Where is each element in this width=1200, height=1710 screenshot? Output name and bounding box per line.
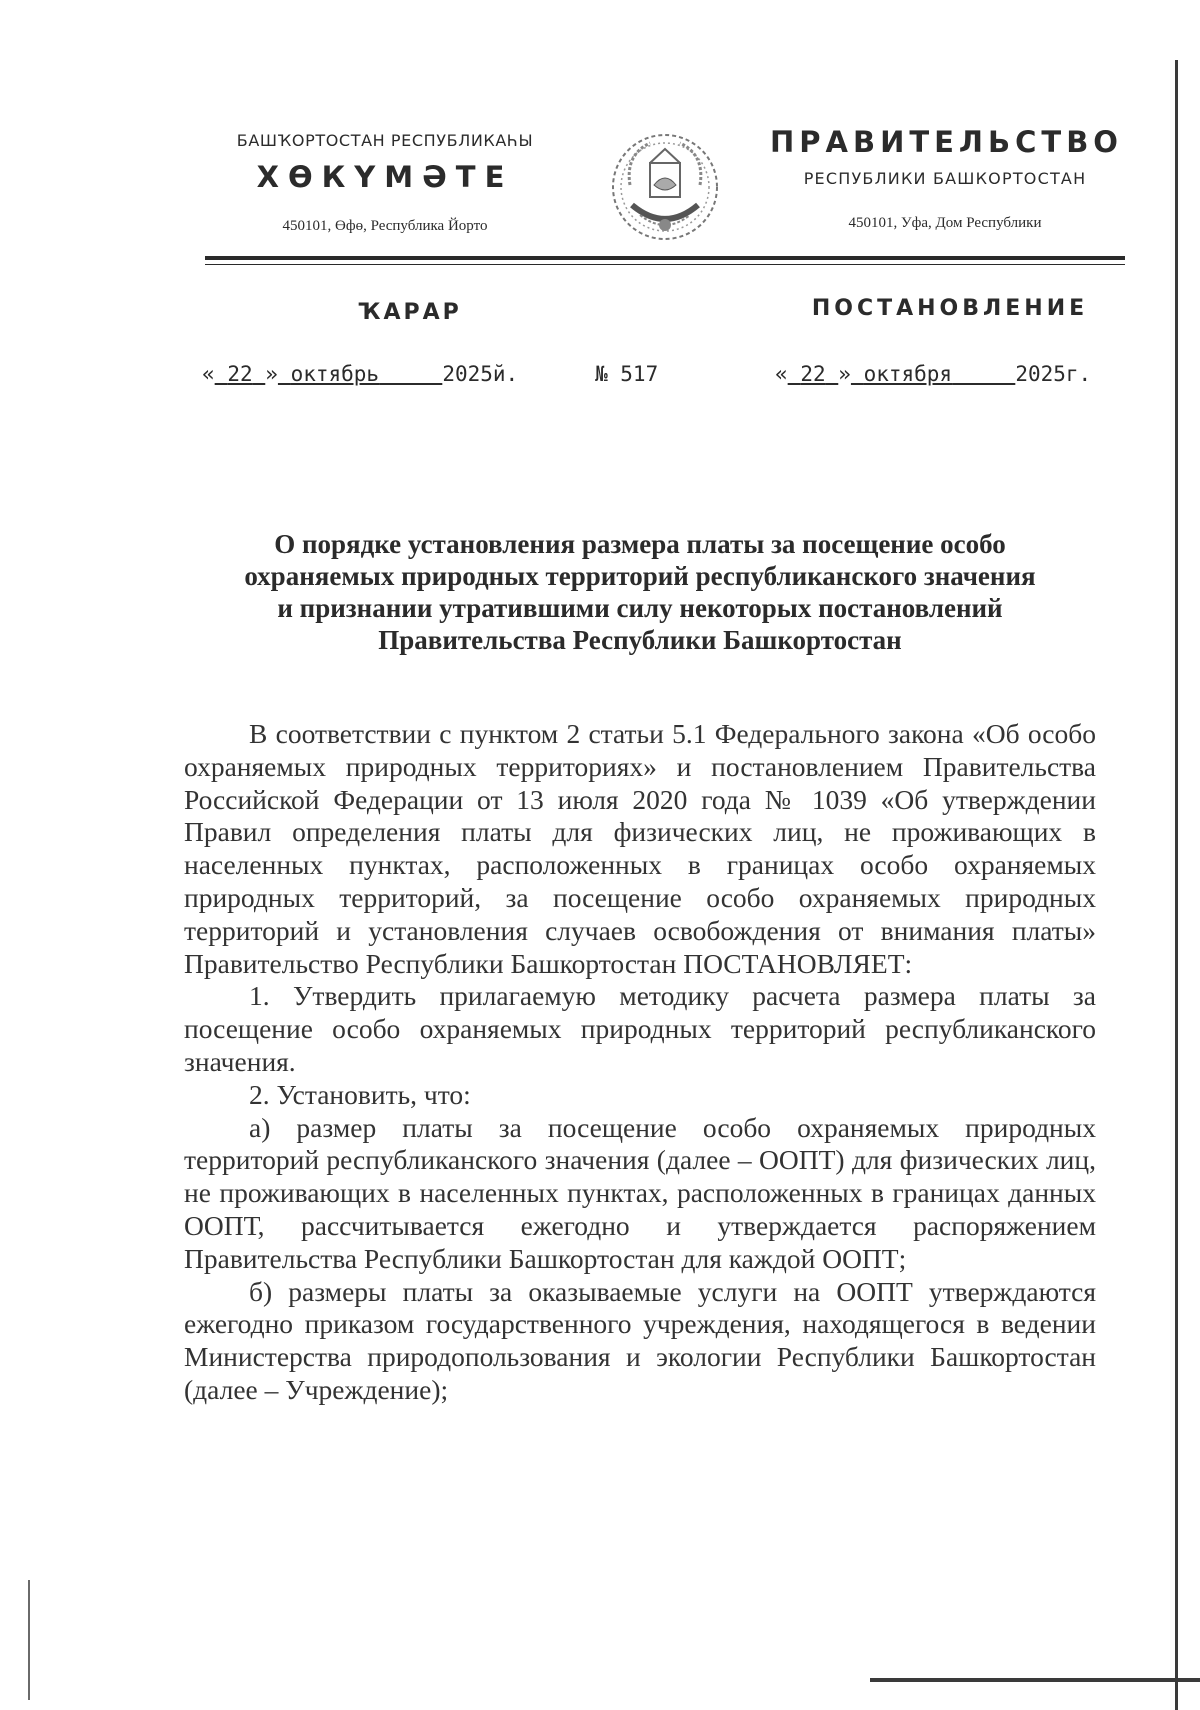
date-year: 2025й. <box>442 362 519 386</box>
title-line: и признании утратившими силу некоторых постановлений <box>277 593 1003 623</box>
date-year: 2025г. <box>1015 362 1092 386</box>
date-month-value: октябрь <box>290 362 380 386</box>
decree-type-russian: ПОСТАНОВЛЕНИЕ <box>811 296 1089 321</box>
title-line: охраняемых природных территорий республиканского значения <box>244 561 1036 591</box>
date-month <box>278 362 442 386</box>
date-day-value: 22 <box>227 362 253 386</box>
date-month <box>851 362 1015 386</box>
date-close-quote: » <box>838 362 851 386</box>
body-paragraph-preamble: В соответствии с пунктом 2 статьи 5.1 Федерального закона «Об особо охраняемых природных территориях» и постановлением Правительства Российской Федерации от 13 июля 2020 года № 1039 «Об утверждении Правил определения платы для физических лиц, не проживающих в населенных пунктах, расположенных в границах особо охраняемых природных территорий, за посещение особо охраняемых природных территорий и установления случаев освобождения от внимания платы» Правительство Республики Башкортостан ПОСТАНОВЛЯЕТ: <box>184 718 1096 979</box>
title-line: Правительства Республики Башкортостан <box>378 625 902 655</box>
header-right-republic: РЕСПУБЛИКИ БАШКОРТОСТАН <box>803 169 1087 188</box>
date-open-quote: « <box>775 362 788 386</box>
date-day <box>215 362 266 386</box>
header-right-address: 450101, Уфа, Дом Республики <box>848 215 1042 231</box>
decree-date-bashkir <box>202 362 518 386</box>
scan-edge-left <box>28 1580 30 1700</box>
coat-of-arms-icon <box>610 125 720 250</box>
decree-number: № 517 <box>595 362 659 386</box>
date-open-quote: « <box>202 362 215 386</box>
scan-edge-right <box>1175 60 1178 1710</box>
body-paragraph-item-2: 2. Установить, что: <box>249 1078 471 1110</box>
header-left-address: 450101, Өфө, Республика Йорто <box>282 218 488 234</box>
body-paragraph-item-2b: б) размеры платы за оказываемые услуги на ООПТ утверждаются ежегодно приказом государственного учреждения, находящегося в ведении Министерства природопользования и экологии Республики Башкортостан (далее – Учреждение); <box>184 1275 1096 1405</box>
decree-date-russian <box>775 362 1091 386</box>
title-line: О порядке установления размера платы за посещение особо <box>274 529 1006 559</box>
date-day-value: 22 <box>800 362 826 386</box>
header-right-government: ПРАВИТЕЛЬСТВО <box>770 125 1123 159</box>
document-body <box>184 718 1096 1407</box>
header-divider-thin <box>205 264 1125 265</box>
date-close-quote: » <box>265 362 278 386</box>
decree-type-bashkir: ҠАРАР <box>358 300 462 325</box>
header-left-government: ХӨКҮМӘТЕ <box>256 160 514 194</box>
date-month-value: октября <box>863 362 953 386</box>
header-divider-thick <box>205 256 1125 260</box>
date-day <box>788 362 839 386</box>
document-title <box>190 528 1090 656</box>
body-paragraph-item-2a: а) размер платы за посещение особо охраняемых природных территорий республиканского значения (далее – ООПТ) для физических лиц, не проживающих в населенных пунктах, расположенных в границах данных ООПТ, рассчитывается ежегодно и утверждается распоряжением Правительства Республики Башкортостан для каждой ООПТ; <box>184 1111 1096 1274</box>
header-left-republic: БАШҠОРТОСТАН РЕСПУБЛИКАҺЫ <box>236 131 534 150</box>
body-paragraph-item-1: 1. Утвердить прилагаемую методику расчета размера платы за посещение особо охраняемых природных территорий республиканского значения. <box>184 980 1096 1077</box>
scan-edge-bottom <box>870 1678 1200 1682</box>
